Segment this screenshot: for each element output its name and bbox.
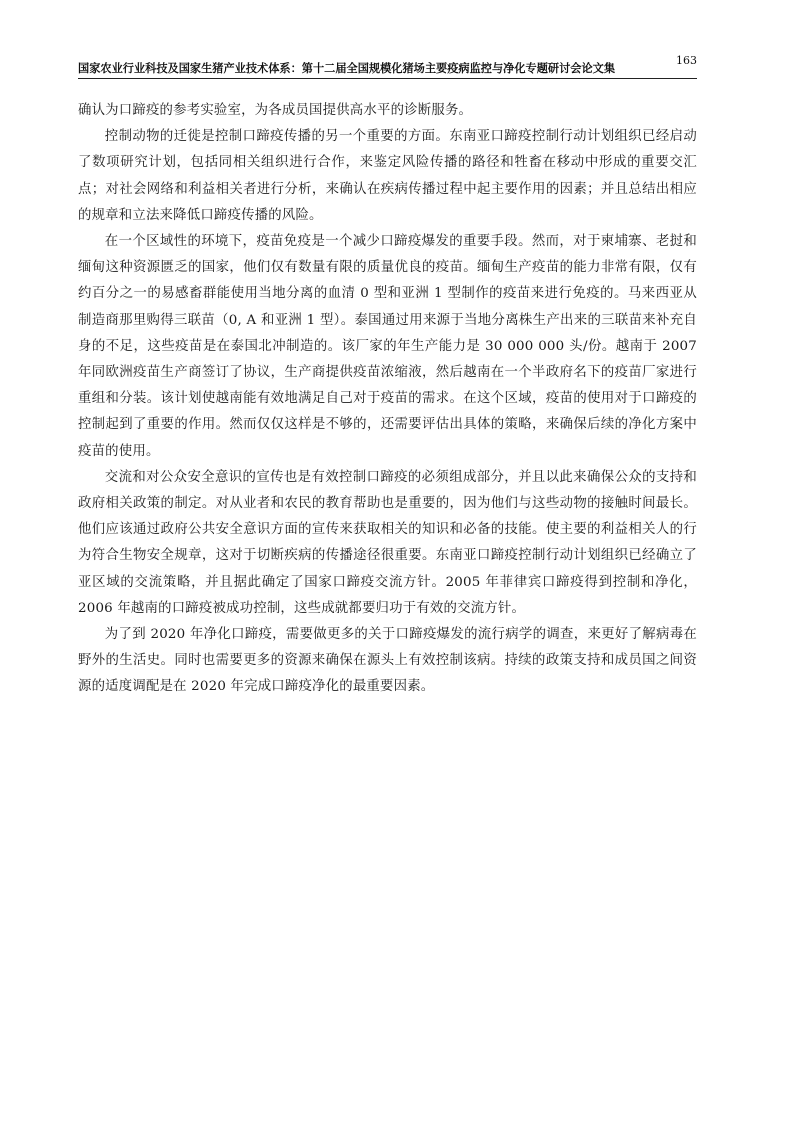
page-header	[78, 52, 697, 79]
page-number: 163	[676, 54, 697, 67]
paragraph-vaccination: 在一个区域性的环境下，疫苗免疫是一个减少口蹄疫爆发的重要手段。然而，对于柬埔寨、老挝和缅甸这种资源匮乏的国家，他们仅有数量有限的质量优良的疫苗。缅甸生产疫苗的能力非常有限，仅有约百分之一的易感畜群能使用当地分离的血清 0 型和亚洲 1 型制作的疫苗来进行免疫的。马来西亚从制造商那里购得三联苗（0, A 和亚洲 1 型）。泰国通过用来源于当地分离株生产出来的三联苗来补充自身的不足，这些疫苗是在泰国北冲制造的。该厂家的年生产能力是 30 000 000 头/份。越南于 2007 年同欧洲疫苗生产商签订了协议，生产商提供疫苗浓缩液，然后越南在一个半政府名下的疫苗厂家进行重组和分装。该计划使越南能有效地满足自己对于疫苗的需求。在这个区域，疫苗的使用对于口蹄疫的控制起到了重要的作用。然而仅仅这样是不够的，还需要评估出具体的策略，来确保后续的净化方案中疫苗的使用。	[78, 234, 697, 459]
running-header-title: 国家农业行业科技及国家生猪产业技术体系：第十二届全国规模化猪场主要疫病监控与净化专题研讨会论文集	[78, 62, 616, 75]
body-text	[78, 98, 697, 701]
paragraph-continuation: 确认为口蹄疫的参考实验室，为各成员国提供高水平的诊断服务。	[78, 103, 473, 118]
paragraph-animal-movement: 控制动物的迁徙是控制口蹄疫传播的另一个重要的方面。东南亚口蹄疫控制行动计划组织已经启动了数项研究计划，包括同相关组织进行合作，来鉴定风险传播的路径和牲畜在移动中形成的重要交汇点；对社会网络和利益相关者进行分析，来确认在疾病传播过程中起主要作用的因素；并且总结出相应的规章和立法来降低口蹄疫传播的风险。	[78, 129, 697, 223]
paragraph-conclusion: 为了到 2020 年净化口蹄疫，需要做更多的关于口蹄疫爆发的流行病学的调查，来更好了解病毒在野外的生活史。同时也需要更多的资源来确保在源头上有效控制该病。持续的政策支持和成员国之间资源的适度调配是在 2020 年完成口蹄疫净化的最重要因素。	[78, 627, 697, 695]
paragraph-communication: 交流和对公众安全意识的宣传也是有效控制口蹄疫的必须组成部分，并且以此来确保公众的支持和政府相关政策的制定。对从业者和农民的教育帮助也是重要的，因为他们与这些动物的接触时间最长。他们应该通过政府公共安全意识方面的宣传来获取相关的知识和必备的技能。使主要的利益相关人的行为符合生物安全规章，这对于切断疾病的传播途径很重要。东南亚口蹄疫控制行动计划组织已经确立了亚区域的交流策略，并且据此确定了国家口蹄疫交流方针。2005 年菲律宾口蹄疫得到控制和净化，2006 年越南的口蹄疫被成功控制，这些成就都要归功于有效的交流方针。	[78, 469, 697, 616]
